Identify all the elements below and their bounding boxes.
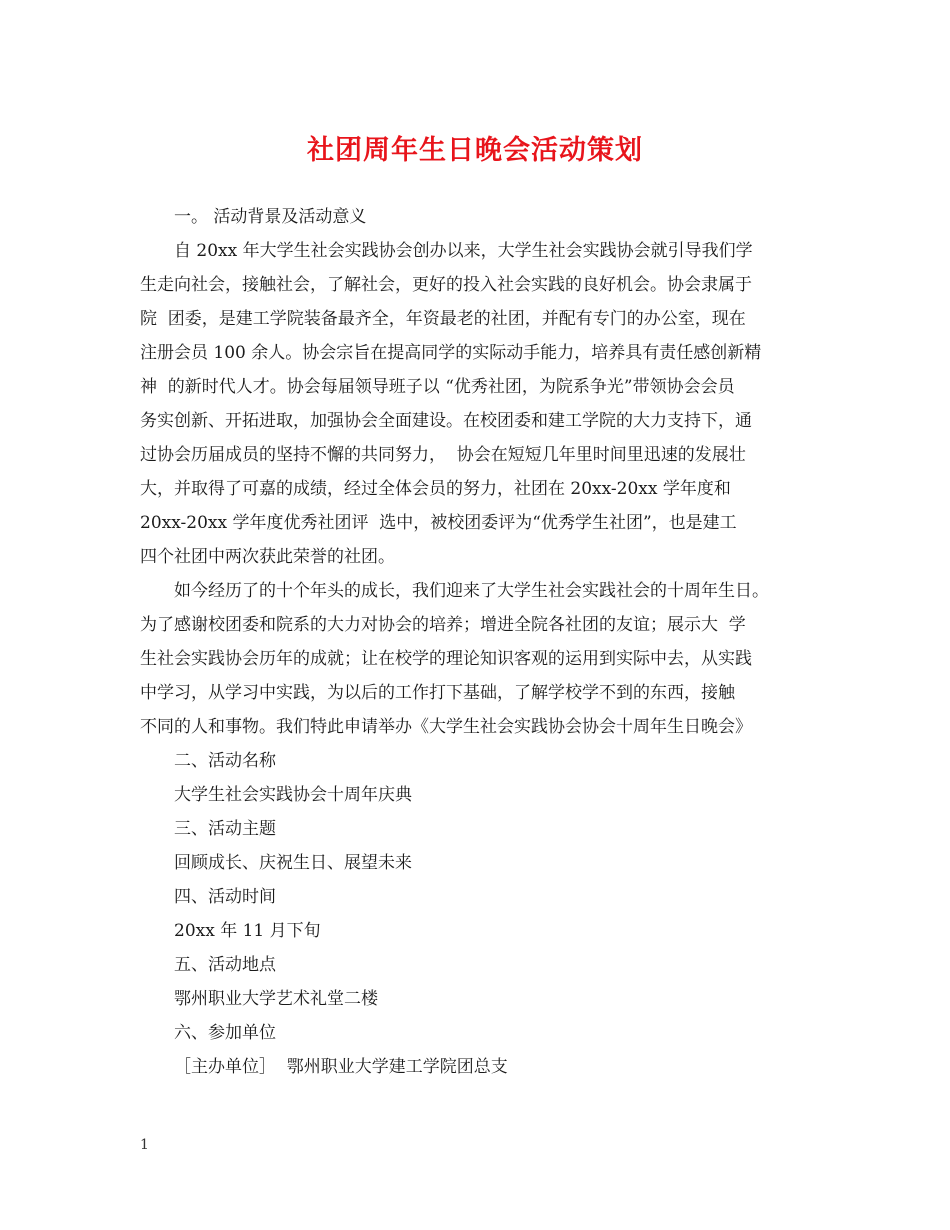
text-line: 院 团委，是建工学院装备最齐全，年资最老的社团，并配有专门的办公室，现在 (140, 309, 746, 329)
document-title: 社团周年生日晚会活动策划 (307, 135, 643, 166)
text-line: 生社会实践协会历年的成就；让在校学的理论知识客观的运用到实际中去，从实践 (140, 649, 752, 669)
text-line: 20xx 年 11 月下旬 (174, 921, 321, 941)
text-line: 过协会历届成员的坚持不懈的共同努力， 协会在短短几年里时间里迅速的发展壮 (140, 445, 746, 465)
text-line: 三、活动主题 (174, 819, 276, 839)
text-line: 神 的新时代人才。协会每届领导班子以 “优秀社团，为院系争光”带领协会会员 (140, 377, 735, 397)
text-line: 注册会员 100 余人。协会宗旨在提高同学的实际动手能力，培养具有责任感创新精 (140, 343, 762, 363)
text-line: 五、活动地点 (174, 955, 276, 975)
page-number: 1 (140, 1137, 149, 1153)
text-line: 如今经历了的十个年头的成长，我们迎来了大学生社会实践社会的十周年生日。 (174, 581, 769, 601)
text-line: 为了感谢校团委和院系的大力对协会的培养；增进全院各社团的友谊；展示大 学 (140, 615, 746, 635)
text-line: 六、参加单位 (174, 1023, 276, 1043)
text-line: 一。 活动背景及活动意义 (174, 207, 367, 227)
text-line: 不同的人和事物。我们特此申请举办《大学生社会实践协会协会十周年生日晚会》 (140, 717, 752, 737)
text-line: 大学生社会实践协会十周年庆典 (174, 785, 412, 805)
text-line: 20xx-20xx 学年度优秀社团评 选中，被校团委评为“优秀学生社团”，也是建工 (140, 513, 737, 533)
text-line: 生走向社会，接触社会，了解社会，更好的投入社会实践的良好机会。协会隶属于 (140, 275, 752, 295)
text-line: 四个社团中两次获此荣誉的社团。 (140, 547, 395, 567)
text-line: 务实创新、开拓进取，加强协会全面建设。在校团委和建工学院的大力支持下，通 (140, 411, 752, 431)
text-line: 鄂州职业大学艺术礼堂二楼 (174, 989, 378, 1009)
text-line: 回顾成长、庆祝生日、展望未来 (174, 853, 412, 873)
text-line: 二、活动名称 (174, 751, 276, 771)
text-line: 自 20xx 年大学生社会实践协会创办以来，大学生社会实践协会就引导我们学 (174, 241, 753, 261)
text-line: 四、活动时间 (174, 887, 276, 907)
text-line: 中学习，从学习中实践，为以后的工作打下基础，了解学校学不到的东西，接触 (140, 683, 735, 703)
text-line: 大，并取得了可嘉的成绩，经过全体会员的努力，社团在 20xx-20xx 学年度和 (140, 479, 731, 499)
document-body (140, 200, 815, 1084)
text-line: ［主办单位］ 鄂州职业大学建工学院团总支 (174, 1057, 508, 1077)
